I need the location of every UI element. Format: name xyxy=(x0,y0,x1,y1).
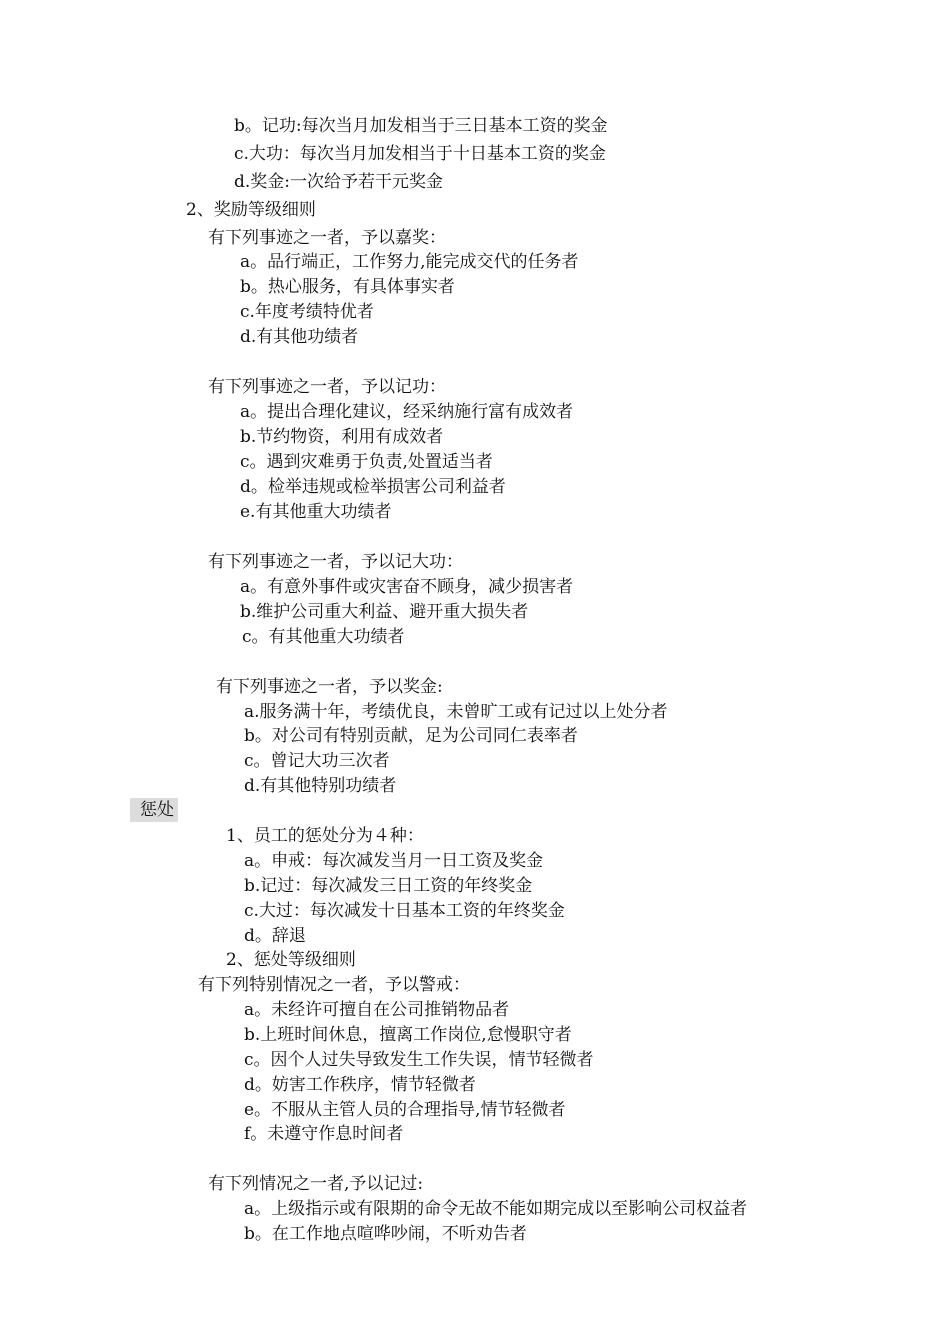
list-item: a。有意外事件或灾害奋不顾身，减少损害者 xyxy=(240,577,574,597)
demerit-intro: 有下列情况之一者,予以记过: xyxy=(208,1174,424,1194)
merit-intro: 有下列事迹之一者，予以记功： xyxy=(208,377,446,397)
list-item: c.大过：每次减发十日基本工资的年终奖金 xyxy=(244,901,565,921)
list-item: b.记过：每次减发三日工资的年终奖金 xyxy=(244,876,533,896)
list-item: b.节约物资，利用有成效者 xyxy=(240,427,444,447)
reward-type-major-merit: c.大功：每次当月加发相当于十日基本工资的奖金 xyxy=(234,144,606,164)
list-item: c。有其他重大功绩者 xyxy=(242,627,405,647)
bonus-intro: 有下列事迹之一者，予以奖金: xyxy=(216,677,443,697)
warning-intro: 有下列特别情况之一者，予以警戒： xyxy=(198,975,470,995)
list-item: a.服务满十年，考绩优良，未曾旷工或有记过以上处分者 xyxy=(244,702,668,722)
list-item: a。未经许可擅自在公司推销物品者 xyxy=(244,1000,510,1020)
list-item: b。对公司有特别贡献，足为公司同仁表率者 xyxy=(244,726,578,746)
list-item: e.有其他重大功绩者 xyxy=(240,502,392,522)
list-item: a。提出合理化建议，经采纳施行富有成效者 xyxy=(240,402,574,422)
list-item: b。热心服务，有具体事实者 xyxy=(240,277,455,297)
section-heading-punishment: 惩处 xyxy=(130,798,178,822)
list-item: c.年度考绩特优者 xyxy=(240,302,374,322)
list-item: a。品行端正，工作努力,能完成交代的任务者 xyxy=(240,252,579,272)
list-item: d.有其他特别功绩者 xyxy=(244,776,397,796)
list-item: a。申戒：每次减发当月一日工资及奖金 xyxy=(244,851,544,871)
list-item: c。曾记大功三次者 xyxy=(244,751,390,771)
list-item: b.维护公司重大利益、避开重大损失者 xyxy=(240,602,529,622)
reward-type-record-merit: b。记功:每次当月加发相当于三日基本工资的奖金 xyxy=(234,116,608,136)
punishment-details-title: 2、惩处等级细则 xyxy=(226,950,356,970)
list-item: f。未遵守作息时间者 xyxy=(244,1124,404,1144)
list-item: d。辞退 xyxy=(244,926,306,946)
reward-type-bonus: d.奖金:一次给予若干元奖金 xyxy=(234,172,444,192)
commendation-intro: 有下列事迹之一者，予以嘉奖： xyxy=(208,228,446,248)
list-item: c。遇到灾难勇于负责,处置适当者 xyxy=(240,452,493,472)
list-item: c。因个人过失导致发生工作失误，情节轻微者 xyxy=(244,1050,594,1070)
list-item: b。在工作地点喧哗吵闹，不听劝告者 xyxy=(244,1224,527,1244)
reward-details-title: 2、奖励等级细则 xyxy=(186,200,316,220)
list-item: b.上班时间休息，擅离工作岗位,怠慢职守者 xyxy=(244,1025,572,1045)
list-item: d。妨害工作秩序，情节轻微者 xyxy=(244,1075,476,1095)
list-item: a。上级指示或有限期的命令无故不能如期完成以至影响公司权益者 xyxy=(244,1199,748,1219)
list-item: d.有其他功绩者 xyxy=(240,327,359,347)
list-item: e。不服从主管人员的合理指导,情节轻微者 xyxy=(244,1100,566,1120)
major-merit-intro: 有下列事迹之一者，予以记大功： xyxy=(208,552,463,572)
punishment-types-title: 1、员工的惩处分为４种： xyxy=(226,826,424,846)
list-item: d。检举违规或检举损害公司利益者 xyxy=(240,477,506,497)
